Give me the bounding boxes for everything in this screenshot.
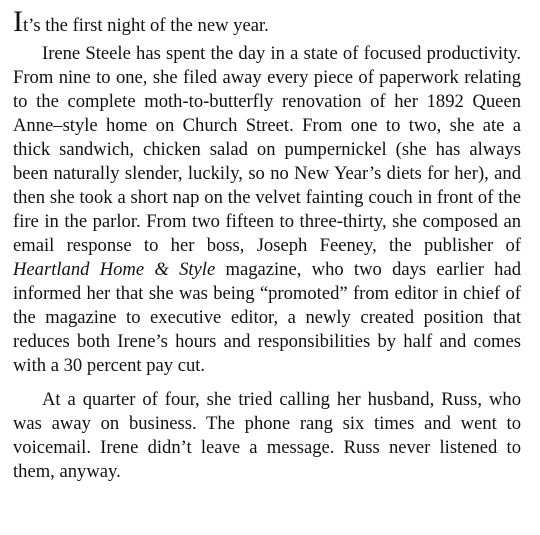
drop-cap-letter: I (13, 5, 23, 38)
opening-line-text: t’s the first night of the new year. (23, 15, 269, 36)
paragraph-1-text-b: magazine, who two days earlier had informed her that she was being “promoted” from editor in chief of the magazine to executive editor, a newly created position that reduces both Irene’s hours and responsibilities by half and comes with a 30 percent pay cut. (13, 259, 521, 376)
opening-line (13, 5, 521, 38)
book-page (13, 5, 521, 484)
magazine-title: Heartland Home & Style (13, 259, 216, 280)
body-paragraph-1 (13, 42, 521, 378)
body-paragraph-2: At a quarter of four, she tried calling her husband, Russ, who was away on business. The phone rang six times and went to voicemail. Irene didn’t leave a message. Russ never listened to them, anyway. (13, 389, 521, 482)
paragraph-1-text-a: Irene Steele has spent the day in a state of focused productivity. From nine to one, she filed away every piece of paperwork relating to the complete moth-to-butterfly renovation of her 1892 Queen Anne–style home on Church Street. From one to two, she ate a thick sandwich, chicken salad on pumpernickel (she has always been naturally slender, luckily, so no New Year’s diets for her), and then she took a short nap on the velvet fainting couch in front of the fire in the parlor. From two fifteen to three-thirty, she composed an email response to her boss, Joseph Feeney, the publisher of (13, 43, 521, 256)
